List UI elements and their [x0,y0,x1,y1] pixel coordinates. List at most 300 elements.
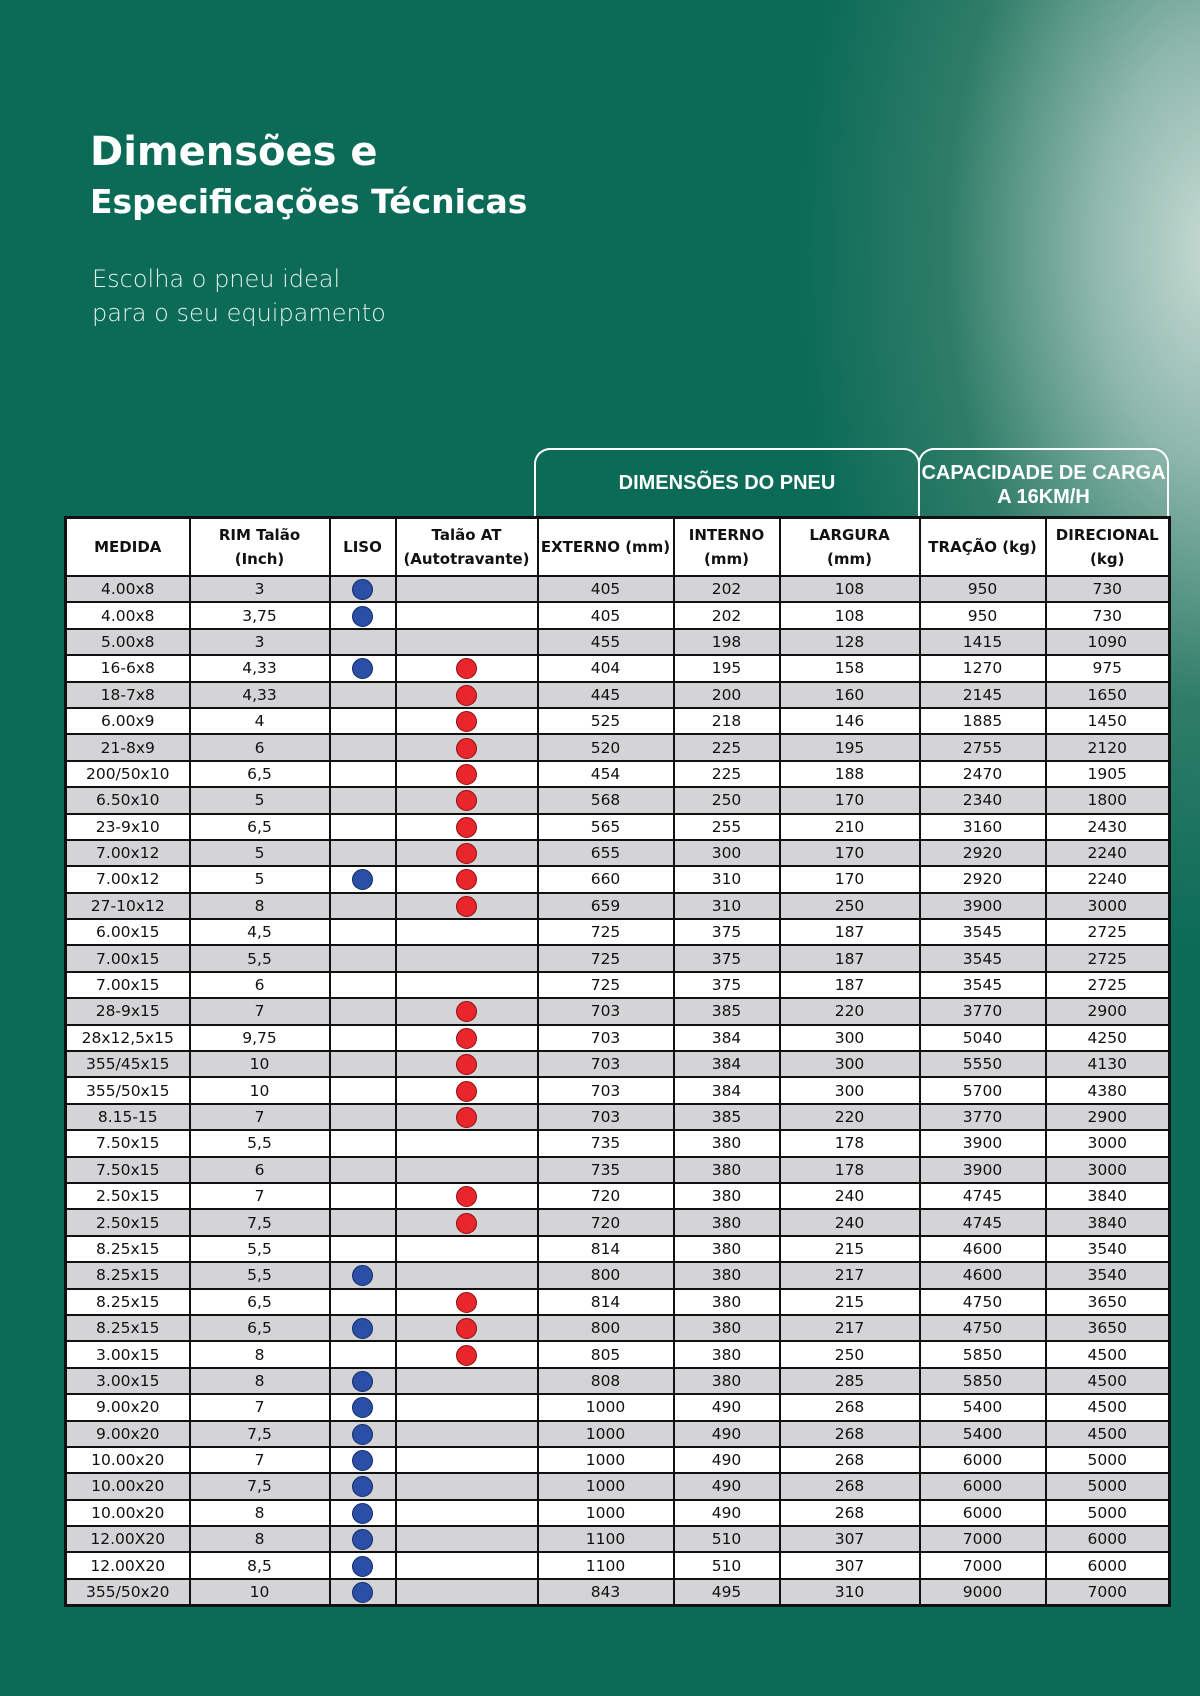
column-header-externo [538,518,674,577]
cell-direcional: 2900 [1046,1104,1170,1130]
cell-largura: 187 [780,945,920,971]
cell-liso [330,682,396,708]
cell-rim: 6,5 [190,761,330,787]
cell-at [396,1394,538,1420]
cell-medida: 7.00x12 [66,840,190,866]
cell-externo: 520 [538,734,674,760]
table-row [66,1473,1170,1499]
column-header-at [396,518,538,577]
cell-largura: 187 [780,919,920,945]
column-header-liso [330,518,396,577]
table-row [66,602,1170,628]
cell-medida: 4.00x8 [66,576,190,602]
table-row [66,734,1170,760]
dimensions-group-header: DIMENSÕES DO PNEU [534,448,920,516]
cell-direcional: 1800 [1046,787,1170,813]
cell-medida: 7.00x15 [66,972,190,998]
table-row [66,1341,1170,1367]
cell-tracao: 3900 [920,1157,1046,1183]
cell-medida: 355/50x20 [66,1579,190,1606]
cell-interno: 310 [674,866,780,892]
cell-externo: 525 [538,708,674,734]
cell-direcional: 730 [1046,576,1170,602]
cell-interno: 490 [674,1500,780,1526]
cell-direcional: 730 [1046,602,1170,628]
cell-tracao: 3160 [920,814,1046,840]
cell-externo: 814 [538,1236,674,1262]
column-header-label: INTERNO [688,526,765,544]
cell-externo: 454 [538,761,674,787]
cell-at [396,1473,538,1499]
cell-externo: 735 [538,1130,674,1156]
cell-interno: 380 [674,1130,780,1156]
cell-interno: 202 [674,576,780,602]
column-header-label: TRAÇÃO (kg) [928,538,1037,556]
cell-at [396,602,538,628]
cell-tracao: 4745 [920,1209,1046,1235]
cell-interno: 255 [674,814,780,840]
cell-largura: 178 [780,1157,920,1183]
autotravante-marker-icon [456,711,477,732]
cell-direcional: 4130 [1046,1051,1170,1077]
autotravante-marker-icon [456,1292,477,1313]
cell-medida: 16-6x8 [66,655,190,681]
cell-externo: 808 [538,1368,674,1394]
cell-medida: 28x12,5x15 [66,1025,190,1051]
cell-rim: 5 [190,787,330,813]
table-body [66,576,1170,1606]
liso-marker-icon [352,1503,373,1524]
cell-rim: 8 [190,1341,330,1367]
table-row [66,1394,1170,1420]
cell-medida: 7.00x15 [66,945,190,971]
cell-medida: 10.00x20 [66,1500,190,1526]
cell-direcional: 5000 [1046,1473,1170,1499]
column-header-unit: (mm) [827,550,872,568]
cell-interno: 218 [674,708,780,734]
cell-tracao: 5550 [920,1051,1046,1077]
table-row [66,1183,1170,1209]
cell-at [396,1552,538,1578]
autotravante-marker-icon [456,1186,477,1207]
cell-direcional: 2725 [1046,919,1170,945]
cell-tracao: 2145 [920,682,1046,708]
cell-direcional: 4500 [1046,1394,1170,1420]
cell-externo: 720 [538,1183,674,1209]
page-title-line1: Dimensões e [90,129,378,175]
cell-externo: 843 [538,1579,674,1606]
cell-direcional: 4500 [1046,1368,1170,1394]
cell-rim: 5 [190,866,330,892]
cell-at [396,893,538,919]
cell-direcional: 1450 [1046,708,1170,734]
cell-medida: 4.00x8 [66,602,190,628]
table-row [66,1500,1170,1526]
cell-at [396,945,538,971]
liso-marker-icon [352,658,373,679]
cell-interno: 380 [674,1236,780,1262]
autotravante-marker-icon [456,817,477,838]
cell-medida: 355/50x15 [66,1077,190,1103]
cell-externo: 1000 [538,1473,674,1499]
cell-at [396,734,538,760]
cell-largura: 250 [780,1341,920,1367]
cell-liso [330,1421,396,1447]
cell-medida: 7.50x15 [66,1157,190,1183]
cell-direcional: 975 [1046,655,1170,681]
cell-interno: 225 [674,761,780,787]
cell-largura: 170 [780,787,920,813]
cell-externo: 800 [538,1315,674,1341]
cell-direcional: 5000 [1046,1500,1170,1526]
cell-largura: 215 [780,1289,920,1315]
cell-externo: 725 [538,919,674,945]
cell-liso [330,1236,396,1262]
cell-medida: 12.00X20 [66,1526,190,1552]
page-title-line2: Especificações Técnicas [90,182,528,221]
cell-direcional: 3000 [1046,893,1170,919]
column-header-rim [190,518,330,577]
cell-rim: 10 [190,1579,330,1606]
cell-direcional: 3540 [1046,1262,1170,1288]
cell-medida: 23-9x10 [66,814,190,840]
table-row [66,682,1170,708]
cell-largura: 240 [780,1183,920,1209]
cell-externo: 405 [538,576,674,602]
cell-at [396,1315,538,1341]
cell-tracao: 1885 [920,708,1046,734]
cell-at [396,682,538,708]
table-header-row [66,518,1170,577]
cell-medida: 9.00x20 [66,1394,190,1420]
column-header-unit: (kg) [1090,550,1125,568]
cell-at [396,1421,538,1447]
cell-medida: 3.00x15 [66,1341,190,1367]
cell-interno: 384 [674,1077,780,1103]
cell-at [396,1025,538,1051]
liso-marker-icon [352,1476,373,1497]
cell-medida: 12.00X20 [66,1552,190,1578]
table-row [66,972,1170,998]
liso-marker-icon [352,869,373,890]
cell-at [396,1500,538,1526]
column-header-label: RIM Talão [218,526,301,544]
cell-largura: 108 [780,602,920,628]
cell-externo: 1000 [538,1421,674,1447]
cell-externo: 814 [538,1289,674,1315]
table-row [66,708,1170,734]
cell-at [396,655,538,681]
cell-rim: 4,5 [190,919,330,945]
cell-rim: 4,33 [190,682,330,708]
cell-rim: 4 [190,708,330,734]
cell-direcional: 6000 [1046,1526,1170,1552]
autotravante-marker-icon [456,896,477,917]
cell-rim: 10 [190,1051,330,1077]
cell-tracao: 2920 [920,840,1046,866]
cell-medida: 2.50x15 [66,1183,190,1209]
cell-at [396,1130,538,1156]
cell-at [396,1183,538,1209]
column-header-label: LISO [343,538,382,556]
table-row [66,1447,1170,1473]
cell-medida: 200/50x10 [66,761,190,787]
cell-medida: 9.00x20 [66,1421,190,1447]
cell-externo: 655 [538,840,674,866]
cell-interno: 380 [674,1262,780,1288]
cell-interno: 510 [674,1552,780,1578]
cell-medida: 8.25x15 [66,1262,190,1288]
cell-tracao: 6000 [920,1447,1046,1473]
cell-tracao: 3900 [920,893,1046,919]
cell-liso [330,629,396,655]
cell-liso [330,1315,396,1341]
cell-interno: 380 [674,1289,780,1315]
cell-externo: 1000 [538,1447,674,1473]
cell-interno: 225 [674,734,780,760]
table-row [66,761,1170,787]
autotravante-marker-icon [456,869,477,890]
cell-largura: 300 [780,1051,920,1077]
liso-marker-icon [352,579,373,600]
cell-tracao: 3770 [920,998,1046,1024]
cell-externo: 725 [538,972,674,998]
cell-medida: 2.50x15 [66,1209,190,1235]
cell-rim: 5 [190,840,330,866]
cell-interno: 510 [674,1526,780,1552]
cell-medida: 28-9x15 [66,998,190,1024]
cell-largura: 307 [780,1552,920,1578]
cell-externo: 800 [538,1262,674,1288]
cell-interno: 385 [674,1104,780,1130]
autotravante-marker-icon [456,1081,477,1102]
cell-direcional: 1090 [1046,629,1170,655]
cell-largura: 310 [780,1579,920,1606]
cell-rim: 8,5 [190,1552,330,1578]
cell-liso [330,787,396,813]
cell-liso [330,1183,396,1209]
cell-tracao: 6000 [920,1473,1046,1499]
cell-largura: 240 [780,1209,920,1235]
autotravante-marker-icon [456,1318,477,1339]
cell-interno: 490 [674,1447,780,1473]
cell-liso [330,1368,396,1394]
cell-medida: 3.00x15 [66,1368,190,1394]
cell-at [396,1104,538,1130]
cell-rim: 5,5 [190,945,330,971]
cell-liso [330,1552,396,1578]
cell-at [396,1579,538,1606]
cell-rim: 6 [190,972,330,998]
cell-at [396,708,538,734]
cell-liso [330,1130,396,1156]
cell-externo: 565 [538,814,674,840]
page-title [90,128,527,222]
cell-direcional: 4250 [1046,1025,1170,1051]
cell-tracao: 3545 [920,945,1046,971]
table-row [66,629,1170,655]
cell-medida: 7.00x12 [66,866,190,892]
cell-interno: 495 [674,1579,780,1606]
cell-direcional: 2240 [1046,840,1170,866]
cell-tracao: 3770 [920,1104,1046,1130]
cell-rim: 8 [190,1500,330,1526]
cell-interno: 202 [674,602,780,628]
cell-tracao: 6000 [920,1500,1046,1526]
cell-tracao: 2920 [920,866,1046,892]
cell-interno: 380 [674,1368,780,1394]
page-subtitle-line1: Escolha o pneu ideal [92,265,341,293]
cell-tracao: 7000 [920,1526,1046,1552]
cell-externo: 805 [538,1341,674,1367]
cell-interno: 380 [674,1209,780,1235]
cell-medida: 27-10x12 [66,893,190,919]
cell-rim: 8 [190,893,330,919]
table-row [66,1421,1170,1447]
cell-direcional: 3540 [1046,1236,1170,1262]
cell-largura: 188 [780,761,920,787]
cell-liso [330,1447,396,1473]
cell-interno: 384 [674,1051,780,1077]
autotravante-marker-icon [456,1107,477,1128]
cell-rim: 9,75 [190,1025,330,1051]
column-header-unit: (Autotravante) [403,550,530,568]
cell-largura: 108 [780,576,920,602]
cell-liso [330,1526,396,1552]
table-row [66,1315,1170,1341]
cell-liso [330,602,396,628]
cell-at [396,972,538,998]
cell-rim: 7 [190,1183,330,1209]
cell-tracao: 3900 [920,1130,1046,1156]
cell-liso [330,998,396,1024]
cell-externo: 445 [538,682,674,708]
cell-rim: 8 [190,1368,330,1394]
cell-at [396,1341,538,1367]
cell-externo: 725 [538,945,674,971]
cell-interno: 195 [674,655,780,681]
table-row [66,787,1170,813]
autotravante-marker-icon [456,738,477,759]
cell-largura: 195 [780,734,920,760]
autotravante-marker-icon [456,1054,477,1075]
liso-marker-icon [352,1556,373,1577]
cell-medida: 10.00x20 [66,1447,190,1473]
table-row [66,1236,1170,1262]
cell-liso [330,1289,396,1315]
cell-direcional: 6000 [1046,1552,1170,1578]
page-subtitle-line2: para o seu equipamento [92,299,386,327]
cell-direcional: 1650 [1046,682,1170,708]
cell-tracao: 5400 [920,1421,1046,1447]
cell-medida: 6.00x9 [66,708,190,734]
table-row [66,998,1170,1024]
cell-rim: 6,5 [190,814,330,840]
cell-largura: 170 [780,866,920,892]
cell-largura: 158 [780,655,920,681]
capacity-group-header: CAPACIDADE DE CARGA A 16KM/H [918,448,1169,516]
cell-at [396,998,538,1024]
cell-interno: 198 [674,629,780,655]
cell-interno: 300 [674,840,780,866]
autotravante-marker-icon [456,843,477,864]
cell-largura: 268 [780,1394,920,1420]
cell-at [396,576,538,602]
cell-largura: 285 [780,1368,920,1394]
autotravante-marker-icon [456,1213,477,1234]
cell-tracao: 9000 [920,1579,1046,1606]
cell-medida: 6.50x10 [66,787,190,813]
cell-rim: 3 [190,576,330,602]
cell-medida: 7.50x15 [66,1130,190,1156]
cell-liso [330,866,396,892]
liso-marker-icon [352,1582,373,1603]
liso-marker-icon [352,1265,373,1286]
cell-tracao: 2755 [920,734,1046,760]
cell-externo: 568 [538,787,674,813]
cell-externo: 455 [538,629,674,655]
cell-interno: 380 [674,1183,780,1209]
cell-tracao: 5700 [920,1077,1046,1103]
liso-marker-icon [352,1371,373,1392]
cell-rim: 7,5 [190,1209,330,1235]
cell-at [396,1157,538,1183]
liso-marker-icon [352,1318,373,1339]
cell-direcional: 2120 [1046,734,1170,760]
cell-rim: 6,5 [190,1289,330,1315]
cell-medida: 5.00x8 [66,629,190,655]
cell-rim: 6,5 [190,1315,330,1341]
cell-rim: 4,33 [190,655,330,681]
cell-direcional: 3650 [1046,1289,1170,1315]
cell-at [396,1051,538,1077]
cell-rim: 7,5 [190,1421,330,1447]
cell-externo: 405 [538,602,674,628]
cell-externo: 1100 [538,1552,674,1578]
column-header-tracao [920,518,1046,577]
cell-largura: 160 [780,682,920,708]
cell-medida: 355/45x15 [66,1051,190,1077]
table-row [66,1157,1170,1183]
cell-liso [330,761,396,787]
cell-interno: 490 [674,1473,780,1499]
cell-largura: 128 [780,629,920,655]
cell-largura: 300 [780,1025,920,1051]
table-row [66,1104,1170,1130]
cell-rim: 7 [190,1104,330,1130]
cell-at [396,629,538,655]
cell-tracao: 5040 [920,1025,1046,1051]
cell-largura: 307 [780,1526,920,1552]
cell-rim: 3,75 [190,602,330,628]
cell-at [396,1526,538,1552]
table-row [66,1368,1170,1394]
cell-tracao: 3545 [920,972,1046,998]
table-row [66,1526,1170,1552]
cell-direcional: 3840 [1046,1209,1170,1235]
cell-direcional: 3000 [1046,1157,1170,1183]
cell-largura: 300 [780,1077,920,1103]
cell-liso [330,1500,396,1526]
cell-largura: 220 [780,998,920,1024]
cell-largura: 187 [780,972,920,998]
table-row [66,1051,1170,1077]
cell-rim: 7,5 [190,1473,330,1499]
cell-at [396,840,538,866]
cell-externo: 660 [538,866,674,892]
cell-rim: 5,5 [190,1130,330,1156]
cell-rim: 7 [190,998,330,1024]
